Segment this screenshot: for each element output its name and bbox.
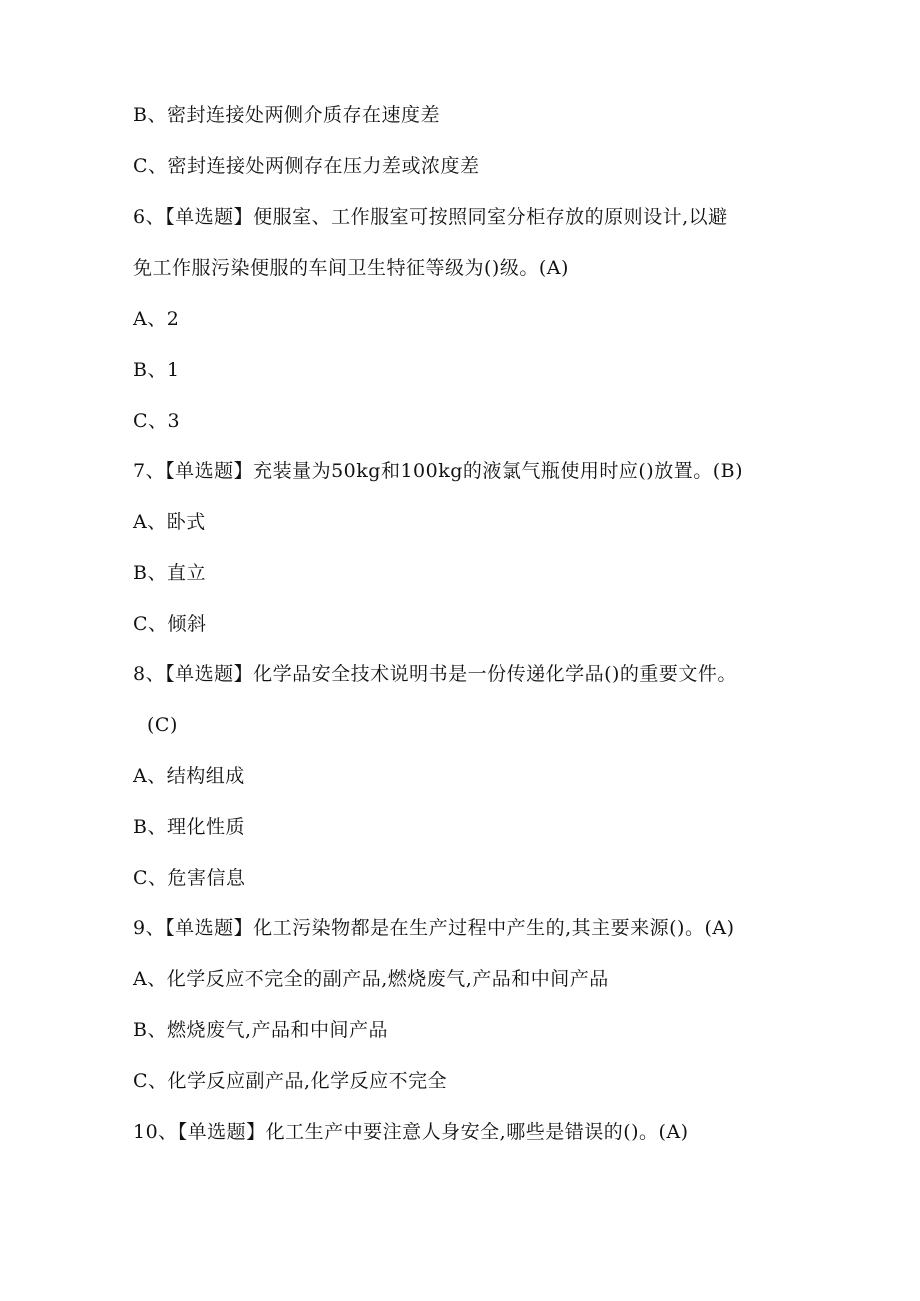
- q10-question: 10、【单选题】化工生产中要注意人身安全,哪些是错误的()。(A): [133, 1121, 689, 1143]
- q5-option-b: B、密封连接处两侧介质存在速度差: [133, 104, 440, 126]
- q6-option-c: C、3: [133, 410, 181, 432]
- q5-option-c: C、密封连接处两侧存在压力差或浓度差: [133, 155, 480, 177]
- q8-option-c: C、危害信息: [133, 867, 246, 889]
- q9-option-a: A、化学反应不完全的副产品,燃烧废气,产品和中间产品: [133, 968, 609, 990]
- q6-question-line1: 6、【单选题】便服室、工作服室可按照同室分柜存放的原则设计,以避: [133, 206, 728, 228]
- q8-option-b: B、理化性质: [133, 816, 245, 838]
- q8-option-a: A、结构组成: [133, 765, 245, 787]
- q7-option-b: B、直立: [133, 562, 206, 584]
- q8-question-line1: 8、【单选题】化学品安全技术说明书是一份传递化学品()的重要文件。: [133, 663, 737, 685]
- q9-option-c: C、化学反应副产品,化学反应不完全: [133, 1070, 448, 1092]
- q6-question-line2: 免工作服污染便服的车间卫生特征等级为()级。(A): [133, 257, 569, 279]
- q7-option-c: C、倾斜: [133, 613, 207, 635]
- q7-option-a: A、卧式: [133, 511, 206, 533]
- q9-question: 9、【单选题】化工污染物都是在生产过程中产生的,其主要来源()。(A): [133, 917, 735, 939]
- q9-option-b: B、燃烧废气,产品和中间产品: [133, 1019, 389, 1041]
- q6-option-b: B、1: [133, 359, 180, 381]
- q7-question: 7、【单选题】充装量为50kg和100kg的液氯气瓶使用时应()放置。(B): [133, 460, 743, 482]
- q8-answer: (C): [147, 714, 178, 736]
- q6-option-a: A、2: [133, 308, 180, 330]
